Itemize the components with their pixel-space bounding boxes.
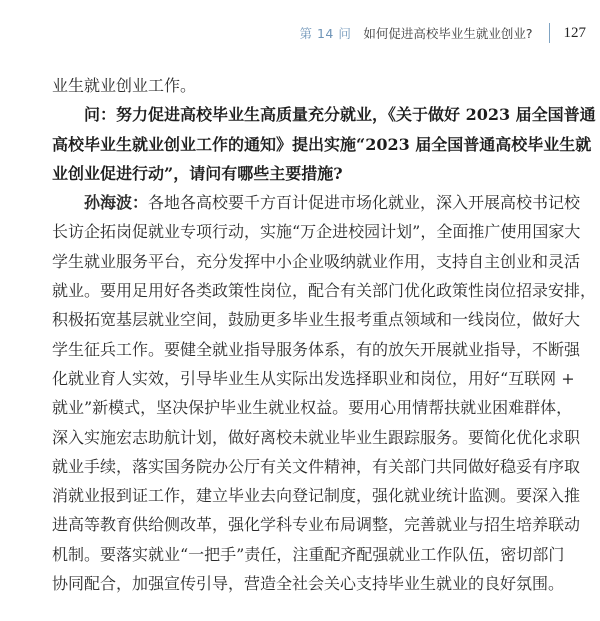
answer-line: 就业手续，落实国务院办公厅有关文件精神，有关部门共同做好稳妥有序取: [52, 456, 581, 476]
answer-text: 各地各高校要千方百计促进市场化就业，深入开展高校书记校: [148, 193, 581, 213]
answer-line: 就业”新模式，坚决保护毕业生就业权益。要用心用情帮扶就业困难群体，: [52, 398, 573, 418]
answer-line: 深入实施宏志助航计划，做好离校未就业毕业生跟踪服务。要简化优化求职: [52, 427, 581, 447]
answer-line: 就业。要用足用好各类政策性岗位，配合有关部门优化政策性岗位招录安排，: [52, 281, 597, 301]
chapter-label: 第 14 问: [299, 26, 352, 41]
header-divider: [549, 23, 550, 43]
answer-line: 积极拓宽基层就业空间，鼓励更多毕业生报考重点领域和一线岗位，做好大: [52, 310, 581, 330]
continuation-line: 业生就业创业工作。: [52, 76, 197, 95]
answer-line: 学生征兵工作。要健全就业指导服务体系，有的放矢开展就业指导，不断强: [52, 339, 581, 359]
answer-line: 机制。要落实就业“一把手”责任，注重配齐配强就业工作队伍，密切部门: [52, 544, 565, 564]
answer-paragraph: [52, 188, 597, 598]
speaker-name: 孙海波：: [84, 193, 149, 213]
running-header: [300, 22, 587, 44]
question-paragraph: [52, 100, 596, 188]
answer-first-line: [52, 188, 581, 217]
question-line: 问：努力促进高校毕业生高质量充分就业，《关于做好 2023 届全国普通: [84, 105, 596, 125]
header-title: 如何促进高校毕业生就业创业?: [363, 26, 533, 41]
page-number: 127: [563, 24, 586, 41]
question-line: 业创业促进行动”，请问有哪些主要措施?: [52, 163, 343, 183]
answer-line: 进高等教育供给侧改革，强化学科专业布局调整，完善就业与招生培养联动: [52, 515, 581, 535]
answer-line: 消就业报到证工作，建立毕业去向登记制度，强化就业统计监测。要深入推: [52, 486, 581, 506]
answer-line: 协同配合，加强宣传引导，营造全社会关心支持毕业生就业的良好氛围。: [52, 574, 565, 594]
page-body: [52, 71, 597, 598]
answer-line: 化就业育人实效，引导毕业生从实际出发选择职业和岗位，用好“互联网 +: [52, 368, 575, 388]
question-line: 高校毕业生就业创业工作的通知》提出实施“2023 届全国普通高校毕业生就: [52, 134, 592, 154]
answer-line: 长访企拓岗促就业专项行动，实施“万企进校园计划”，全面推广使用国家大: [52, 222, 581, 242]
answer-line: 学生就业服务平台，充分发挥中小企业吸纳就业作用，支持自主创业和灵活: [52, 251, 581, 271]
